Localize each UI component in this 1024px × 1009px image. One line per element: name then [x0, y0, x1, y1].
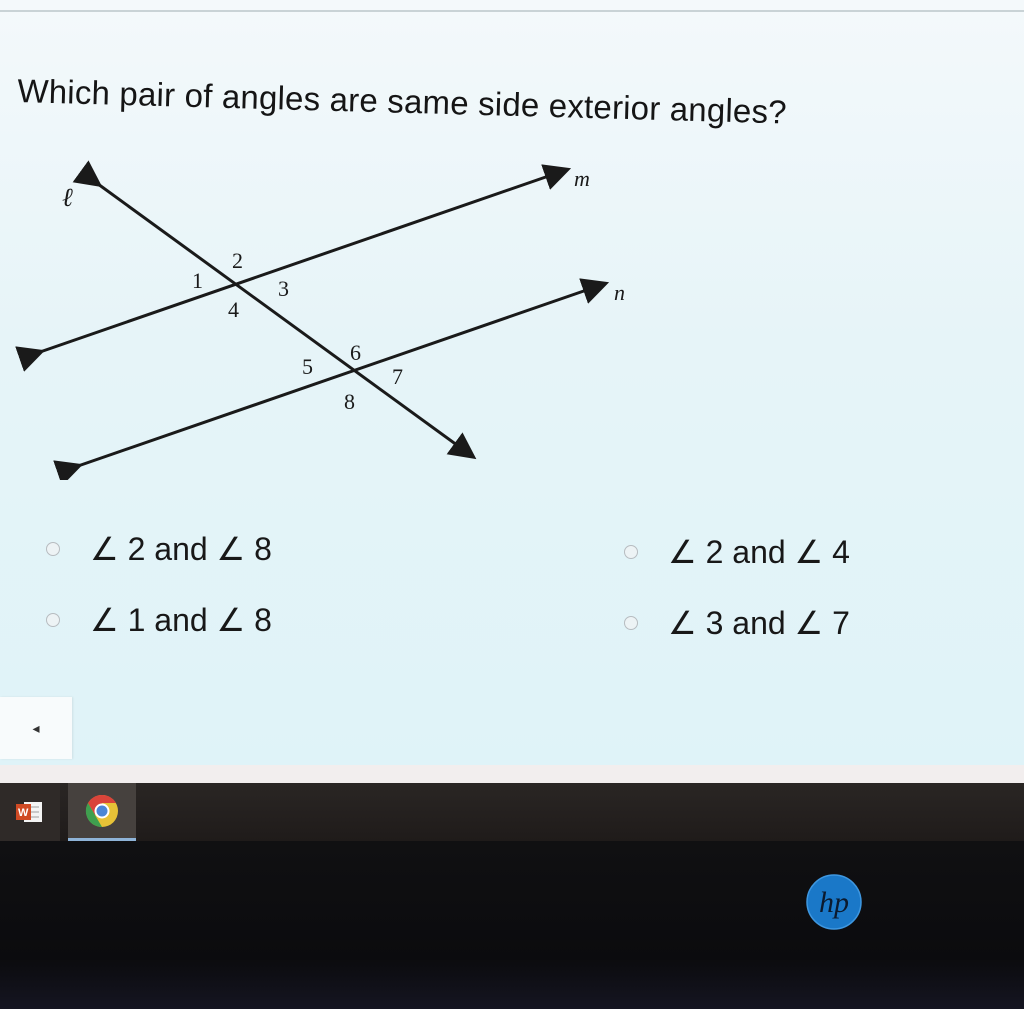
top-divider	[0, 10, 1024, 12]
angle-2: 2	[232, 248, 243, 273]
angle-6: 6	[350, 340, 361, 365]
option-label: ∠ 3 and ∠ 7	[668, 605, 850, 641]
label-n: n	[614, 280, 625, 305]
radio-button[interactable]	[624, 616, 638, 630]
taskbar-chrome-app[interactable]	[68, 783, 136, 841]
answer-option-4[interactable]	[624, 604, 850, 642]
window-bottom-edge	[0, 765, 1024, 783]
transversal-line	[98, 184, 472, 456]
label-l: ℓ	[62, 183, 73, 212]
answer-option-3[interactable]	[46, 601, 272, 639]
word-icon-letter: W	[18, 807, 29, 819]
left-arrow-icon: ◂	[32, 719, 40, 736]
question-text: Which pair of angles are same side exterior angles?	[16, 72, 788, 131]
radio-button[interactable]	[624, 545, 638, 559]
parallel-lines-diagram	[0, 150, 640, 480]
angle-7: 7	[392, 364, 403, 389]
word-icon	[16, 800, 44, 824]
answer-option-1[interactable]	[46, 530, 272, 568]
radio-button[interactable]	[46, 542, 60, 556]
taskbar	[0, 783, 1024, 841]
hp-logo-text: hp	[819, 886, 849, 919]
angle-8: 8	[344, 389, 355, 414]
hp-logo	[806, 874, 862, 930]
back-button[interactable]	[0, 697, 72, 759]
laptop-bezel	[0, 841, 1024, 1009]
chrome-icon	[85, 794, 119, 828]
radio-button[interactable]	[46, 613, 60, 627]
label-m: m	[574, 166, 590, 191]
option-label: ∠ 2 and ∠ 8	[90, 531, 272, 567]
option-label: ∠ 2 and ∠ 4	[668, 534, 850, 570]
answer-option-2[interactable]	[624, 533, 850, 571]
angle-4: 4	[228, 297, 239, 322]
option-label: ∠ 1 and ∠ 8	[90, 602, 272, 638]
taskbar-word-app[interactable]	[0, 783, 60, 841]
angle-3: 3	[278, 276, 289, 301]
angle-5: 5	[302, 354, 313, 379]
angle-1: 1	[192, 268, 203, 293]
